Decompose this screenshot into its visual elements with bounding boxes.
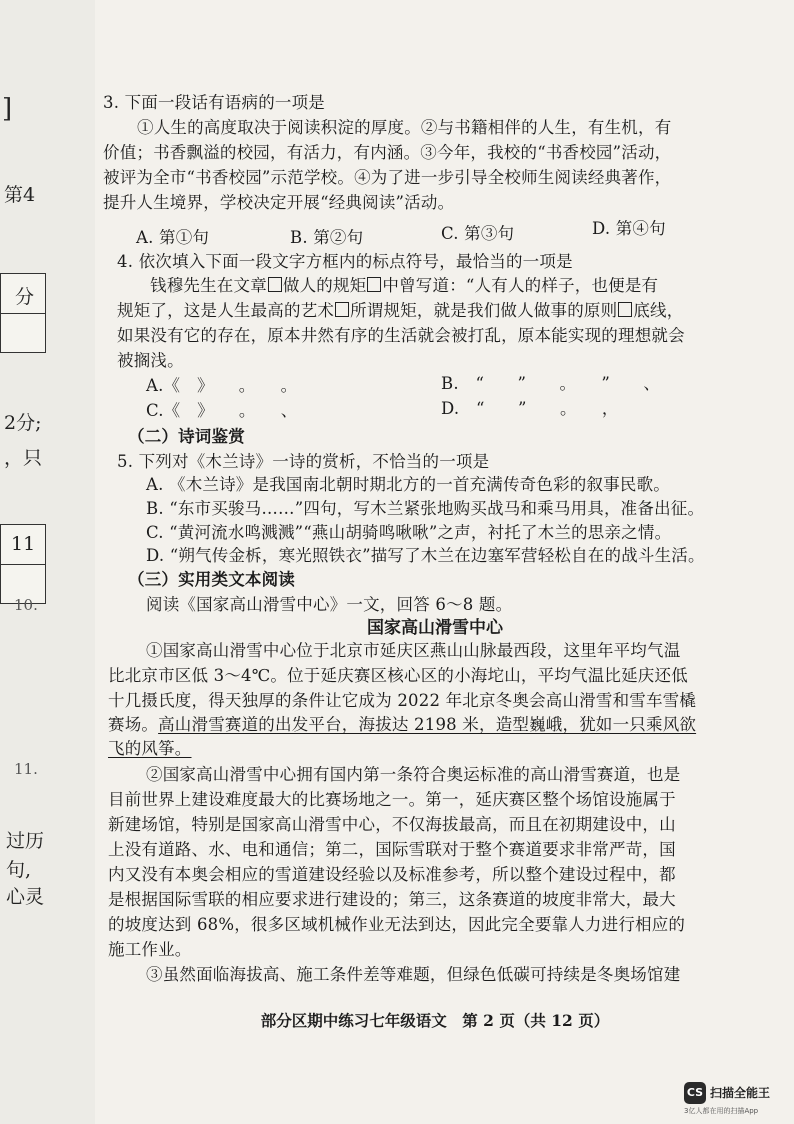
margin-text: 2分; (4, 412, 42, 434)
question-4-option-c: C.《 》 。 、 (146, 401, 298, 420)
article-paragraph-2: 新建场馆，特别是国家高山滑雪中心，不仅海拔最高，而且在初期建设中，山 (108, 815, 676, 834)
question-3-text: 价值；书香飘溢的校园，有活力，有内涵。③今年，我校的“书香校园”活动， (103, 143, 672, 162)
margin-text: 句, (6, 859, 32, 881)
blank-box (367, 277, 381, 292)
question-4-option-b: B. “ ” 。 ” 、 (441, 374, 661, 393)
article-paragraph-1 (108, 736, 192, 762)
article-paragraph-1: 比北京市区低 3～4℃。位于延庆赛区核心区的小海坨山，平均气温比延庆还低 (108, 666, 688, 685)
question-3-text: 被评为全市“书香校园”示范学校。④为了进一步引导全校师生阅读经典著作， (103, 168, 672, 187)
question-4-text: 如果没有它的存在，原本井然有序的生活就会被打乱，原本能实现的理想就会 (117, 326, 685, 345)
article-paragraph-2: 上没有道路、水、电和通信；第二，国际雪联对于整个赛道要求非常严苛，国 (108, 840, 676, 859)
question-3-stem: 3. 下面一段话有语病的一项是 (103, 93, 325, 112)
blank-box (335, 302, 349, 317)
article-paragraph-1: 十几摄氏度，得天独厚的条件让它成为 2022 年北京冬奥会高山滑雪和雪车雪橇 (108, 691, 697, 710)
margin-box-text: 11 (11, 533, 36, 555)
article-paragraph-2: 是根据国际雪联的相应要求进行建设的；第三，这条赛道的坡度非常大，最大 (108, 890, 676, 909)
article-paragraph-3: ③虽然面临海拔高、施工条件差等难题，但绿色低碳可持续是冬奥场馆建 (146, 965, 681, 984)
section-3-heading: （三）实用类文本阅读 (128, 570, 295, 589)
question-3-text: 提升人生境界，学校决定开展“经典阅读”活动。 (103, 193, 455, 212)
watermark-tagline: 3亿人都在用的扫描App (684, 1107, 759, 1115)
margin-text: ，只 (4, 447, 43, 469)
question-5-option-b: B. “东市买骏马……”四句，写木兰紧张地购买战马和乘马用具，准备出征。 (146, 499, 705, 518)
question-3-option-c: C. 第③句 (441, 224, 515, 243)
camscanner-logo-icon: CS (684, 1082, 706, 1104)
blank-box (268, 277, 282, 292)
article-paragraph-2: 施工作业。 (108, 940, 192, 959)
question-3-text: ①人生的高度取决于阅读积淀的厚度。②与书籍相伴的人生，有生机，有 (137, 118, 672, 137)
question-5-stem: 5. 下列对《木兰诗》一诗的赏析，不恰当的一项是 (117, 452, 490, 471)
section-2-heading: （二）诗词鉴赏 (128, 427, 245, 446)
question-5-option-d: D. “朔气传金柝，寒光照铁衣”描写了木兰在边塞军营轻松自在的战斗生活。 (146, 546, 705, 565)
underlined-sentence: 飞的风筝。 (108, 739, 192, 758)
watermark-app-name: 扫描全能王 (710, 1086, 771, 1100)
question-3-option-b: B. 第②句 (290, 228, 364, 247)
margin-score-box-empty (0, 313, 46, 353)
article-paragraph-2: 内又没有本奥会相应的雪道建设经验以及标准参考，所以整个建设过程中，都 (108, 865, 676, 884)
margin-score-box (0, 273, 46, 315)
margin-text: 过历 (6, 830, 45, 852)
page-footer: 部分区期中练习七年级语文 第 2 页（共 12 页） (260, 1011, 610, 1030)
question-4-option-d: D. “ ” 。 ， (441, 399, 619, 418)
question-4-stem: 4. 依次填入下面一段文字方框内的标点符号，最恰当的一项是 (117, 252, 573, 271)
margin-bracket: ] (2, 94, 13, 124)
question-4-option-a: A.《 》 。 。 (146, 376, 298, 395)
article-paragraph-1: ①国家高山滑雪中心位于北京市延庆区燕山山脉最西段，这里年平均气温 (146, 641, 681, 660)
margin-text: 10. (14, 596, 38, 614)
article-paragraph-2: 的坡度达到 68%，很多区域机械作业无法到达，因此完全要靠人力进行相应的 (108, 915, 686, 934)
margin-text: 第4 (4, 184, 36, 206)
reading-instruction: 阅读《国家高山滑雪中心》一文，回答 6～8 题。 (146, 595, 513, 614)
article-paragraph-2: 目前世界上建设难度最大的比赛场地之一。第一，延庆赛区整个场馆设施属于 (108, 790, 676, 809)
question-3-option-d: D. 第④句 (592, 219, 666, 238)
margin-text: 心灵 (6, 886, 45, 908)
article-paragraph-1: 赛场。高山滑雪赛道的出发平台，海拔达 2198 米，造型巍峨，犹如一只乘风欲 (108, 715, 697, 734)
blank-box (618, 302, 632, 317)
question-5-option-c: C. “黄河流水鸣溅溅”“燕山胡骑鸣啾啾”之声，衬托了木兰的思亲之情。 (146, 523, 672, 542)
question-4-text: 规矩了，这是人生最高的艺术 所谓规矩，就是我们做人做事的原则 底线， (117, 301, 684, 320)
margin-text: 11. (14, 760, 38, 778)
scanner-watermark (684, 1080, 794, 1120)
article-title: 国家高山滑雪中心 (367, 618, 503, 638)
underlined-sentence: 高山滑雪赛道的出发平台，海拔达 2198 米，造型巍峨，犹如一只乘风欲 (158, 715, 697, 734)
article-paragraph-2: ②国家高山滑雪中心拥有国内第一条符合奥运标准的高山滑雪赛道，也是 (146, 765, 681, 784)
question-4-text: 钱穆先生在文章 做人的规矩 中曾写道：“人有人的样子，也便是有 (150, 276, 659, 295)
question-4-text: 被搁浅。 (117, 351, 184, 370)
question-3-option-a: A. 第①句 (136, 228, 210, 247)
margin-box-text: 分 (15, 286, 35, 308)
question-5-option-a: A. 《木兰诗》是我国南北朝时期北方的一首充满传奇色彩的叙事民歌。 (146, 475, 671, 494)
margin-score-box (0, 524, 46, 566)
